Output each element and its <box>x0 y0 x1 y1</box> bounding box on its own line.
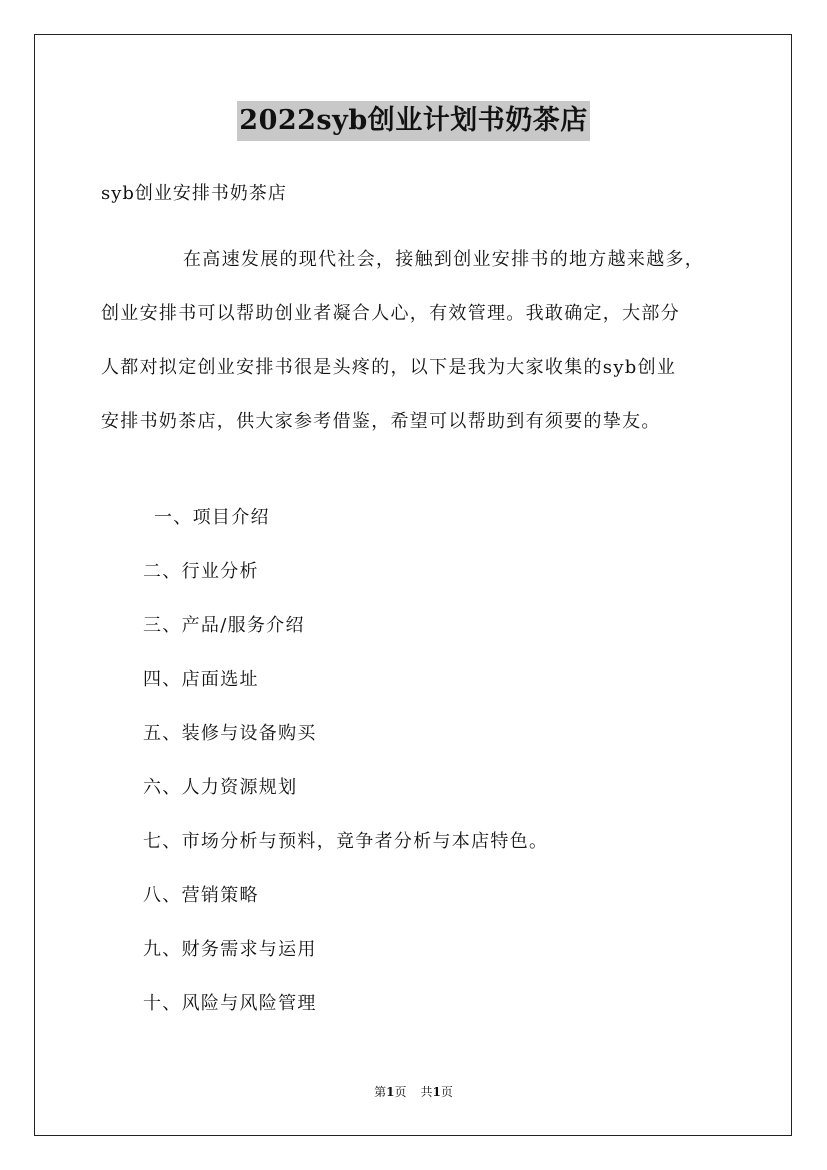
toc-item: 一、项目介绍 <box>154 507 270 528</box>
document-title: 2022syb创业计划书奶茶店 <box>237 101 589 141</box>
toc-item: 九、财务需求与运用 <box>143 939 317 960</box>
total-pages: 1 <box>432 1085 441 1099</box>
title-container <box>0 101 827 141</box>
total-label-suffix: 页 <box>440 1085 453 1099</box>
toc-item: 八、营销策略 <box>143 885 259 906</box>
intro-line: 在高速发展的现代社会，接触到创业安排书的地方越来越多， <box>183 249 705 270</box>
toc-item: 二、行业分析 <box>143 561 259 582</box>
toc-item: 四、店面选址 <box>143 669 259 690</box>
intro-paragraph <box>101 233 741 449</box>
toc-item: 六、人力资源规划 <box>143 777 298 798</box>
toc-item: 十、风险与风险管理 <box>143 993 317 1014</box>
intro-line: 创业安排书可以帮助创业者凝合人心，有效管理。我敢确定，大部分 <box>101 303 680 324</box>
toc-item: 五、装修与设备购买 <box>143 723 317 744</box>
page-number: 1 <box>386 1085 395 1099</box>
total-label-prefix: 共 <box>420 1085 433 1099</box>
page-label-prefix: 第 <box>374 1085 387 1099</box>
page-footer <box>0 1083 827 1101</box>
intro-line: 安排书奶茶店，供大家参考借鉴，希望可以帮助到有须要的挚友。 <box>101 411 661 432</box>
intro-line: 人都对拟定创业安排书很是头疼的，以下是我为大家收集的syb创业 <box>101 357 677 378</box>
table-of-contents <box>143 505 548 1045</box>
toc-item: 七、市场分析与预料，竟争者分析与本店特色。 <box>143 831 549 852</box>
page-label-suffix: 页 <box>394 1085 407 1099</box>
document-subtitle: syb创业安排书奶茶店 <box>101 183 287 204</box>
toc-item: 三、产品/服务介绍 <box>143 615 305 636</box>
